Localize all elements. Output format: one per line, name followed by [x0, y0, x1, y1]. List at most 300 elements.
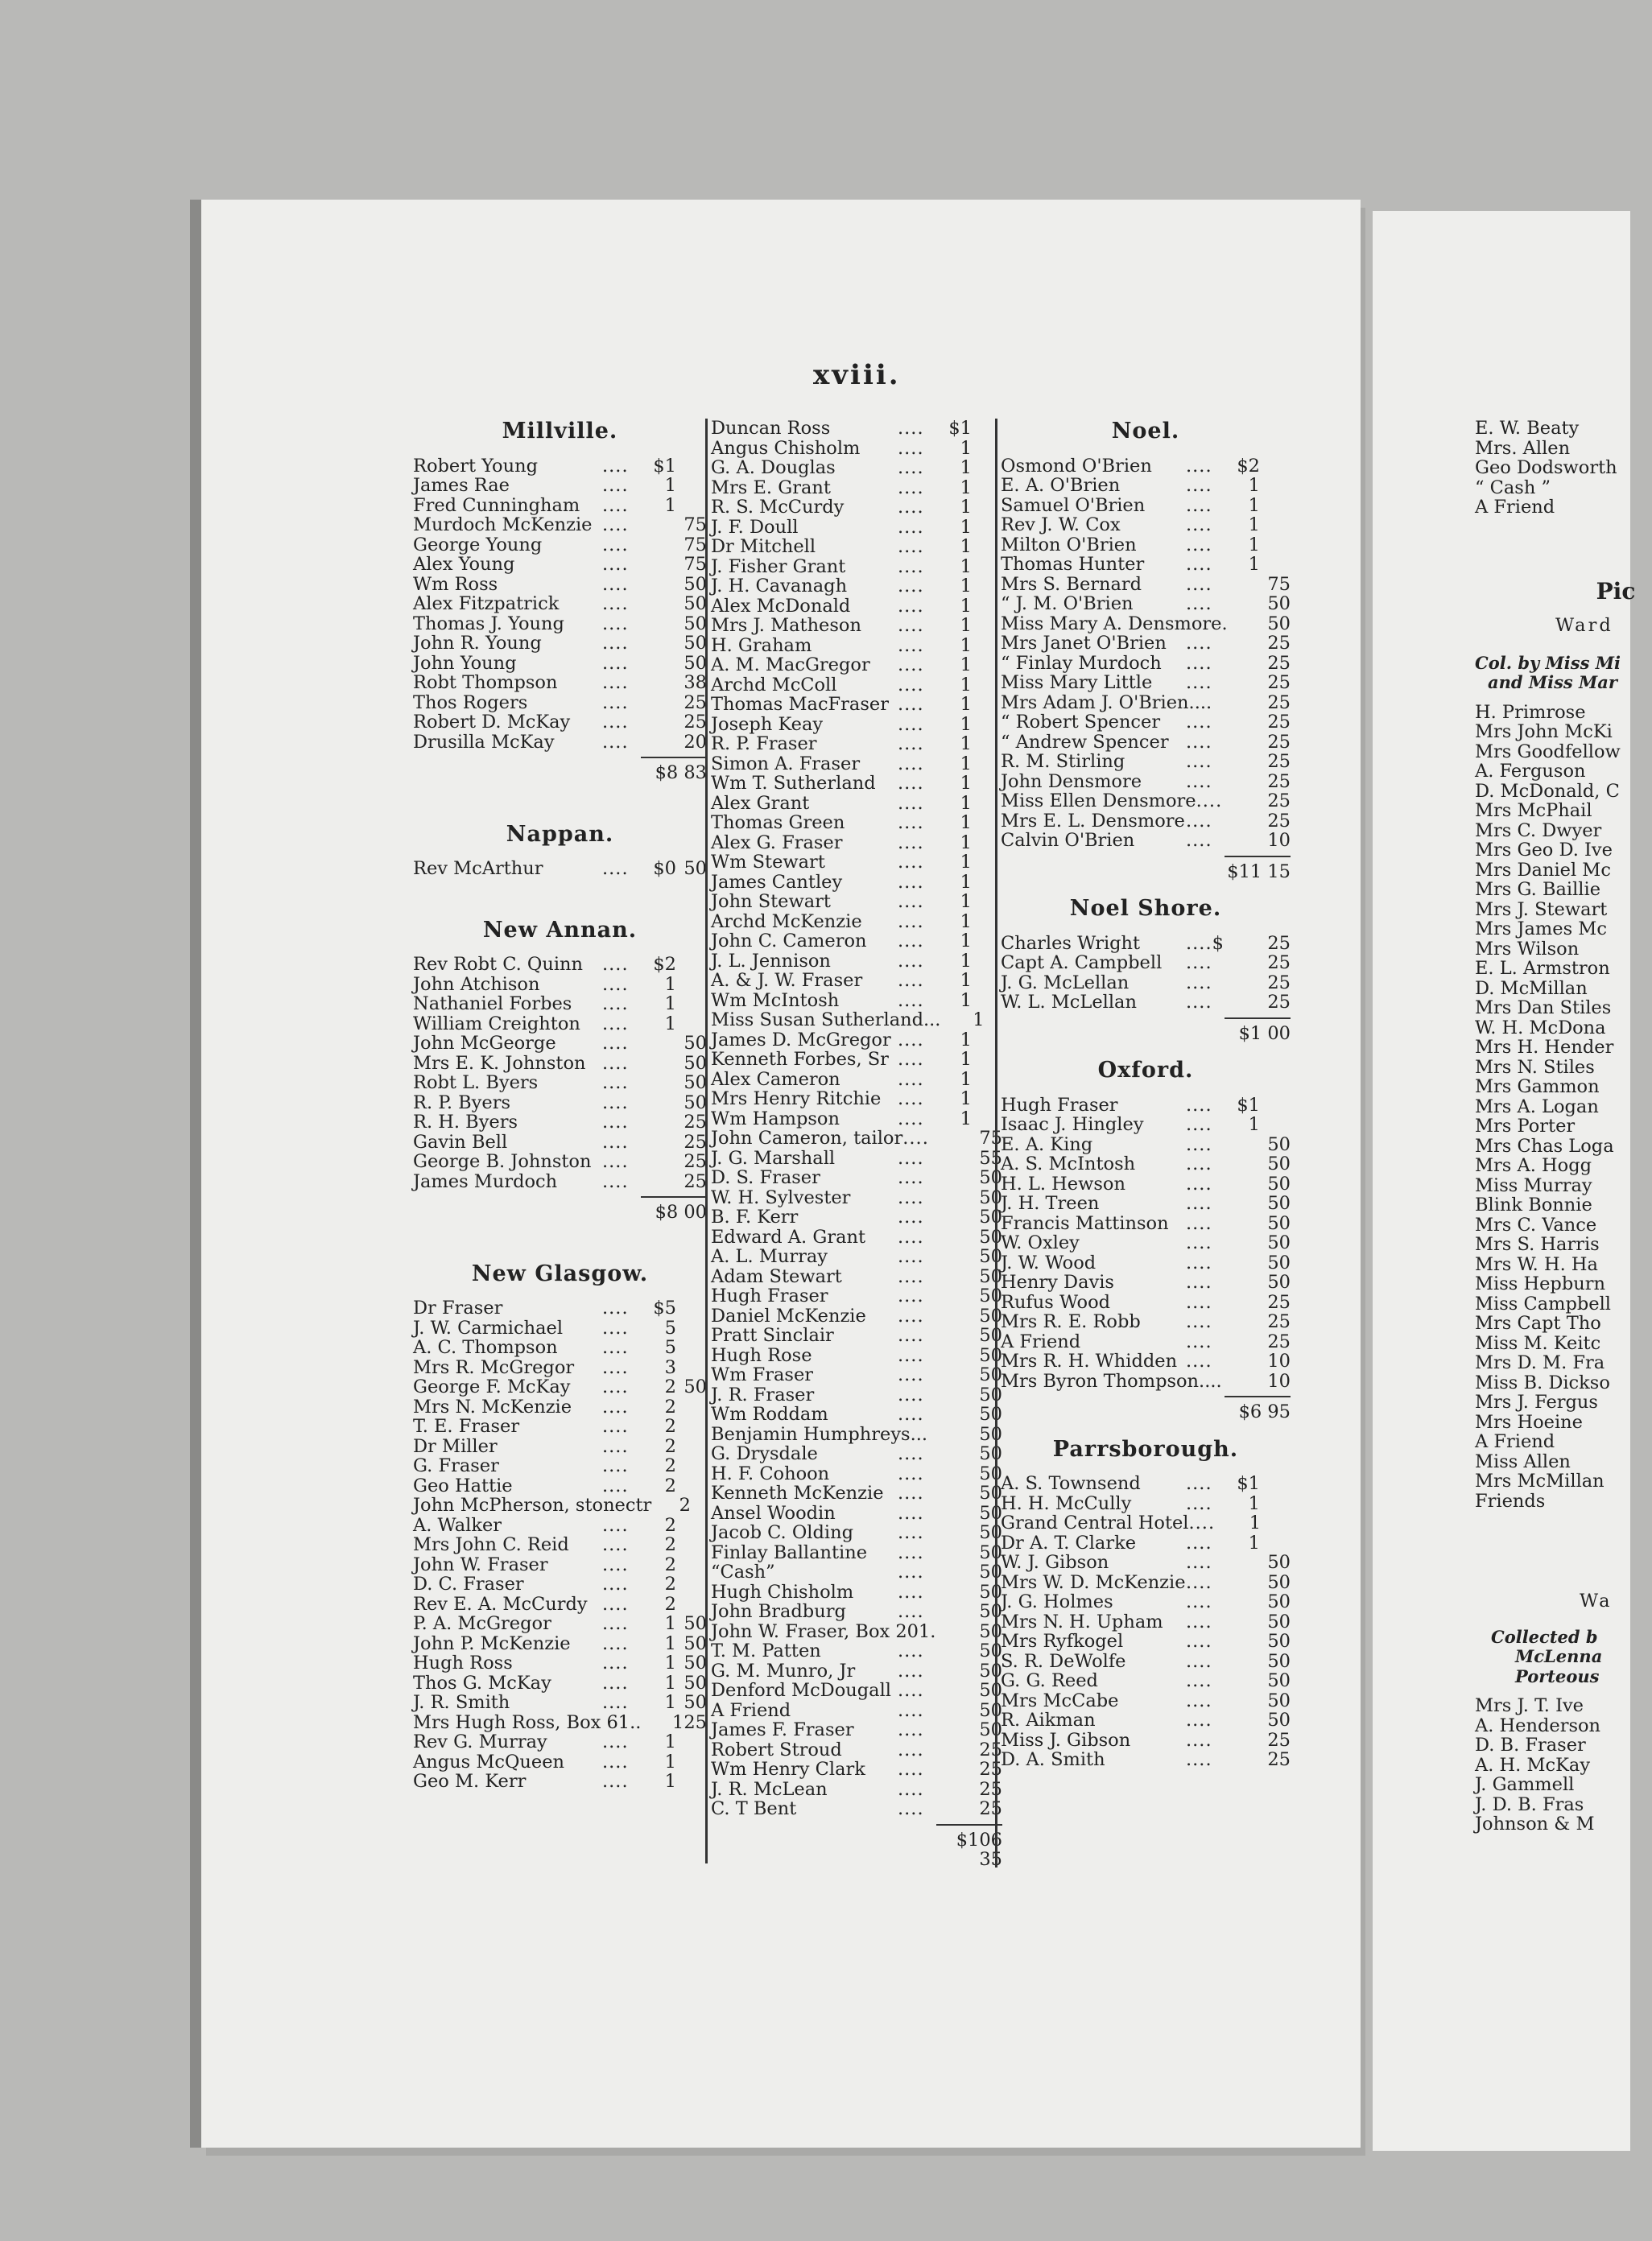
dollars: 1	[960, 694, 972, 715]
dollars: 1	[960, 634, 972, 656]
donor-name: James Murdoch	[413, 1170, 558, 1192]
nappan-list	[413, 859, 707, 879]
dollars	[1233, 1233, 1260, 1253]
list-item	[413, 654, 707, 674]
list-item	[1001, 1312, 1291, 1332]
list-item	[711, 1346, 1002, 1366]
dollars	[649, 1073, 676, 1093]
donor-name: Hugh Rose	[711, 1344, 812, 1366]
list-item	[711, 931, 1002, 951]
list-item	[1001, 1533, 1291, 1554]
leader-dots	[940, 1010, 968, 1030]
leader-dots: ....	[602, 993, 629, 1014]
leader-dots: ....	[1186, 1351, 1212, 1372]
cents	[676, 1319, 707, 1339]
list-item	[413, 1298, 707, 1319]
list-item: Mrs C. Dwyer	[1475, 819, 1602, 841]
dollars	[1233, 1135, 1260, 1155]
cents: 50	[979, 1364, 1002, 1385]
cents: 50	[1267, 1154, 1291, 1174]
donor-name: Mrs N. H. Upham	[1001, 1611, 1163, 1632]
column-1	[413, 419, 707, 1792]
cents: 50	[979, 1620, 1002, 1642]
dollars	[944, 1602, 972, 1622]
list-item: Mrs C. Vance	[1475, 1214, 1597, 1236]
leader-dots: ....	[898, 1778, 924, 1800]
donor-name: “ Andrew Spencer	[1001, 731, 1169, 753]
dollars: 1	[960, 832, 972, 853]
leader-dots: ....	[1186, 1252, 1212, 1273]
list-item	[1001, 575, 1291, 595]
list-item	[1001, 1174, 1291, 1195]
donor-name: Rev J. W. Cox	[1001, 514, 1121, 535]
leader-dots: ....	[602, 1298, 629, 1319]
list-item	[711, 1504, 1002, 1524]
dollars	[1233, 1214, 1260, 1234]
cents	[676, 456, 707, 477]
next-top-list	[1475, 419, 1652, 518]
list-item	[711, 1425, 1002, 1445]
cents: 50	[684, 1033, 707, 1054]
cents	[676, 476, 707, 496]
list-item: Mrs J. Fergus	[1475, 1392, 1598, 1413]
leader-dots: ....	[602, 1131, 629, 1153]
list-item: Mrs Geo D. Ive	[1475, 840, 1613, 860]
dollars: 1	[960, 713, 972, 735]
leader-dots: ....	[602, 475, 629, 496]
dollars	[1233, 1731, 1260, 1751]
dollars: 1	[664, 1771, 676, 1792]
list-item	[711, 1602, 1002, 1622]
donor-name: George Young	[413, 534, 543, 555]
leader-dots: ....	[602, 954, 629, 975]
leader-dots: ....	[602, 1317, 629, 1339]
cents: 50	[1267, 1690, 1291, 1711]
dollars	[963, 1622, 979, 1642]
cents: 25	[1267, 770, 1291, 792]
donor-name: Angus Chisholm	[711, 437, 861, 459]
dollars	[944, 1464, 972, 1484]
dollars: 1	[664, 1613, 676, 1634]
dollars	[649, 712, 676, 733]
dollars	[1233, 1592, 1260, 1612]
dollars: 2	[664, 1475, 676, 1496]
donor-name: A. S. McIntosh	[1001, 1154, 1136, 1174]
dollars: 1	[960, 555, 972, 577]
leader-dots: ....	[1186, 514, 1212, 535]
cents: 50	[979, 1226, 1002, 1248]
donor-name: R. M. Stirling	[1001, 751, 1125, 772]
donor-name: John Bradburg	[711, 1601, 846, 1622]
list-item	[1001, 1553, 1291, 1573]
list-item: H. Primrose	[1475, 701, 1586, 723]
section-total: $11 15	[1001, 856, 1291, 882]
dollars: 1	[664, 1692, 676, 1713]
donor-name: A. S. Townsend	[1001, 1473, 1141, 1494]
donor-name: John Densmore	[1001, 770, 1142, 792]
dollars: 5	[664, 1317, 676, 1339]
cents	[1260, 1494, 1291, 1514]
dollars: 1	[960, 773, 972, 794]
donor-name: Robt Thompson	[413, 672, 558, 693]
list-item	[1001, 811, 1291, 832]
donor-name: Angus McQueen	[413, 1751, 565, 1773]
leader-dots: ....	[898, 1502, 924, 1524]
list-item	[711, 1780, 1002, 1800]
donor-name: John McPherson, stonectr	[413, 1495, 652, 1516]
dollars	[1233, 953, 1260, 973]
dollars	[649, 1093, 676, 1113]
noel-shore-list	[1001, 934, 1291, 1013]
list-item	[1001, 1750, 1291, 1770]
list-item	[413, 1417, 707, 1437]
donor-name: J. G. Marshall	[711, 1147, 836, 1169]
cents: 50	[684, 1653, 707, 1674]
leader-dots: ....	[898, 950, 924, 972]
list-item	[413, 1535, 707, 1555]
donor-name: J. W. Carmichael	[413, 1317, 564, 1339]
dollars	[1233, 1332, 1260, 1352]
dollars	[649, 693, 676, 713]
list-item	[711, 1622, 1002, 1642]
leader-dots: ....	[602, 1534, 629, 1555]
list-item	[413, 1496, 707, 1516]
leader-dots: ....	[898, 555, 924, 577]
leader-dots: ....	[602, 1435, 629, 1457]
dollars	[649, 614, 676, 634]
leader-dots: ....	[898, 1660, 924, 1682]
cents: 50	[684, 1072, 707, 1093]
dollars	[944, 1562, 972, 1583]
list-item	[1001, 1214, 1291, 1234]
list-item: J. D. B. Fras	[1475, 1793, 1584, 1815]
list-item	[711, 1168, 1002, 1188]
list-item	[711, 695, 1002, 715]
cents	[676, 496, 707, 516]
donor-name: A. Walker	[413, 1514, 502, 1536]
donor-name: Rev E. A. McCurdy	[413, 1593, 588, 1615]
donor-name: J. L. Jennison	[711, 950, 831, 972]
list-item	[1001, 634, 1291, 654]
leader-dots: ....	[602, 1672, 629, 1694]
dollars	[1233, 1253, 1260, 1273]
list-item: Miss Allen	[1475, 1451, 1571, 1472]
leader-dots: ....	[898, 871, 924, 893]
cents: 25	[979, 1739, 1002, 1760]
list-item	[413, 1358, 707, 1378]
donor-name: Wm T. Sutherland	[711, 773, 876, 794]
leader-dots: ....	[1186, 1154, 1212, 1174]
list-item	[413, 1073, 707, 1093]
dollars	[944, 1346, 972, 1366]
next-ward-2: Wa	[1580, 1591, 1613, 1612]
leader-dots: ....	[898, 576, 924, 596]
list-item	[413, 1397, 707, 1418]
cents: 25	[1267, 1749, 1291, 1770]
leader-dots: ....	[898, 1108, 924, 1129]
list-item	[413, 634, 707, 654]
cents	[1260, 456, 1291, 477]
dollars	[1233, 1750, 1260, 1770]
leader-dots: ....	[1186, 1193, 1212, 1214]
leader-dots: ....	[1186, 1311, 1212, 1332]
leader-dots: ....	[898, 1404, 924, 1425]
list-item: Friends	[1475, 1490, 1546, 1512]
list-item	[413, 1752, 707, 1773]
donor-name: Rev Robt C. Quinn	[413, 954, 584, 975]
list-item	[711, 1247, 1002, 1267]
leader-dots: ....	[602, 593, 629, 614]
list-item	[711, 1365, 1002, 1385]
leader-dots: ....	[602, 573, 629, 595]
leader-dots: ....	[898, 1265, 924, 1287]
leader-dots: ....	[898, 1049, 924, 1070]
dollars	[1233, 594, 1260, 614]
cents: 25	[1267, 712, 1291, 733]
cents	[676, 1516, 707, 1536]
dollars	[944, 1188, 972, 1208]
leader-dots: ....	[1186, 1552, 1212, 1573]
list-item	[711, 478, 1002, 498]
donor-name: Mrs Adam J. O'Brien....	[1001, 691, 1212, 713]
dollars: $5	[653, 1298, 676, 1319]
cents	[676, 1535, 707, 1555]
leader-dots: ....	[602, 1514, 629, 1536]
dollars	[1233, 1293, 1260, 1313]
leader-dots: ....	[1186, 1473, 1212, 1494]
leader-dots: ....	[898, 891, 924, 912]
list-item	[711, 1109, 1002, 1129]
list-item	[711, 1050, 1002, 1070]
list-item: W. H. McDona	[1475, 1017, 1606, 1038]
donor-name: J. G. Holmes	[1001, 1591, 1113, 1612]
cents: 25	[684, 1170, 707, 1192]
donor-name: Osmond O'Brien	[1001, 455, 1152, 477]
leader-dots: ....	[1186, 1232, 1212, 1253]
donor-name: Isaac J. Hingley	[1001, 1114, 1144, 1135]
cents: 25	[1267, 731, 1291, 753]
cents	[1260, 476, 1291, 496]
cents: 50	[979, 1483, 1002, 1504]
list-item	[711, 616, 1002, 636]
donor-name: James D. McGregor	[711, 1029, 891, 1050]
donor-name: Kenneth Forbes, Sr	[711, 1049, 889, 1070]
cents: 25	[684, 712, 707, 733]
cents: 50	[979, 1522, 1002, 1543]
list-item	[711, 1149, 1002, 1169]
list-item	[711, 596, 1002, 617]
leader-dots: ....	[1186, 952, 1212, 973]
list-item	[1001, 673, 1291, 693]
dollars	[1233, 811, 1260, 832]
dollars	[944, 1504, 972, 1524]
list-item	[711, 1760, 1002, 1780]
cents	[676, 1437, 707, 1457]
leader-dots: ....	[898, 733, 924, 754]
dollars	[1233, 831, 1260, 851]
cents	[676, 1298, 707, 1319]
leader-dots: ....	[1186, 1690, 1212, 1711]
donor-name: Mrs W. D. McKenzie	[1001, 1571, 1186, 1593]
leader-dots: ....	[602, 633, 629, 654]
leader-dots: ....	[602, 1151, 629, 1172]
dollars	[1247, 693, 1268, 713]
list-item	[1001, 476, 1291, 496]
donor-name: Charles Wright	[1001, 932, 1141, 954]
list-item: Mrs J. Stewart	[1475, 898, 1608, 920]
cents: 10	[1267, 830, 1291, 851]
cents: 50	[684, 633, 707, 654]
dollars	[649, 654, 676, 674]
dollars	[944, 1207, 972, 1228]
cents: 50	[1267, 1133, 1291, 1155]
leader-dots: ....	[898, 1759, 924, 1780]
donor-name: John McGeorge	[413, 1033, 556, 1054]
cents: 50	[979, 1719, 1002, 1740]
donor-name: Archd McColl	[711, 674, 837, 695]
list-item	[1001, 1474, 1291, 1494]
list-item	[1001, 1154, 1291, 1174]
list-item	[413, 1614, 707, 1634]
donor-name: A. C. Thompson	[413, 1337, 558, 1358]
donor-name: A Friend	[711, 1699, 791, 1721]
leader-dots: ....	[1186, 1212, 1212, 1234]
list-item	[413, 1152, 707, 1172]
next-collected-1: Col. by Miss Mi	[1475, 652, 1621, 673]
list-item: E. L. Armstron	[1475, 958, 1610, 979]
donor-name: Rev McArthur	[413, 858, 543, 879]
list-item	[1001, 555, 1291, 575]
donor-name: Mrs Hugh Ross, Box 61..	[413, 1711, 642, 1733]
leader-dots: ....	[602, 1033, 629, 1054]
leader-dots: ....	[1186, 972, 1212, 993]
dollars: 1	[960, 733, 972, 754]
dollars: 1	[960, 1029, 972, 1050]
list-item: D. B. Fraser	[1475, 1735, 1586, 1756]
dollars	[1233, 712, 1260, 733]
list-item	[711, 833, 1002, 853]
cents: 50	[979, 1384, 1002, 1405]
cents: 50	[1267, 1173, 1291, 1195]
donor-name: R. Aikman	[1001, 1710, 1096, 1731]
cents: 50	[684, 1632, 707, 1654]
donor-name: Mrs S. Bernard	[1001, 573, 1142, 595]
list-item: Blink Bonnie	[1475, 1195, 1592, 1215]
list-item	[711, 873, 1002, 893]
dollars: 1	[1248, 494, 1260, 516]
dollars	[1233, 733, 1260, 753]
dollars	[1233, 1671, 1260, 1691]
donor-name: John Stewart	[711, 891, 831, 912]
leader-dots: ....	[1186, 1492, 1212, 1514]
list-item	[711, 458, 1002, 478]
cents	[676, 994, 707, 1014]
list-item	[413, 1574, 707, 1595]
dollars	[649, 515, 676, 535]
donor-name: J. R. Fraser	[711, 1384, 815, 1405]
donor-name: J. F. Doull	[711, 516, 799, 538]
donor-name: Wm Roddam	[711, 1404, 828, 1425]
dollars	[1233, 1652, 1260, 1672]
donor-name: E. A. King	[1001, 1133, 1093, 1155]
list-item: “ Cash ”	[1475, 477, 1551, 498]
donor-name: W. L. McLellan	[1001, 992, 1137, 1013]
cents: 50	[1267, 1631, 1291, 1652]
leader-dots: ....	[602, 858, 629, 879]
donor-name: Mrs John C. Reid	[413, 1534, 569, 1555]
dollars: 2	[679, 1495, 691, 1516]
dollars: 1	[960, 989, 972, 1011]
leader-dots: ....	[1186, 1591, 1212, 1612]
leader-dots: ....	[1186, 1094, 1212, 1116]
dollars	[944, 1740, 972, 1760]
cents: 50	[979, 1680, 1002, 1701]
dollars: 1	[960, 615, 972, 636]
dollars: $2	[653, 954, 676, 975]
list-item: Mrs Capt Tho	[1475, 1313, 1601, 1334]
list-item	[711, 971, 1002, 991]
donor-name: Geo Hattie	[413, 1475, 513, 1496]
donor-name: Dr Miller	[413, 1435, 498, 1457]
list-item	[413, 1732, 707, 1752]
list-item	[711, 1641, 1002, 1661]
cents: 25	[684, 691, 707, 713]
dollars: 5	[664, 1337, 676, 1358]
cents: 75	[684, 554, 707, 575]
donor-name: Mrs J. Matheson	[711, 615, 861, 636]
leader-dots: ....	[602, 1751, 629, 1773]
leader-dots: ....	[898, 418, 924, 439]
next-collected-5: Porteous	[1515, 1665, 1600, 1686]
donor-name: J. H. Treen	[1001, 1193, 1100, 1214]
leader-dots: ....	[898, 753, 924, 774]
donor-name: Daniel McKenzie	[711, 1305, 866, 1327]
donor-name: Grand Central Hotel	[1001, 1513, 1189, 1533]
dollars: 1	[960, 753, 972, 774]
cents	[676, 1456, 707, 1476]
list-item	[413, 575, 707, 595]
donor-name: Mrs Byron Thompson....	[1001, 1370, 1222, 1392]
list-item: Johnson & M	[1475, 1814, 1595, 1834]
list-item	[711, 852, 1002, 873]
donor-name: G. Drysdale	[711, 1443, 818, 1464]
dollars	[944, 1543, 972, 1563]
list-item: E. W. Beaty	[1475, 418, 1580, 439]
list-item	[1001, 693, 1291, 713]
list-item: Mrs A. Hogg	[1475, 1155, 1592, 1176]
donor-name: “ Robert Spencer	[1001, 712, 1161, 733]
cents: 50	[979, 1207, 1002, 1228]
leader-dots: ....	[898, 615, 924, 636]
dollars: 2	[664, 1455, 676, 1476]
donor-name: Wm Ross	[413, 573, 498, 595]
next-collected-3: Collected b	[1491, 1626, 1598, 1647]
list-item: J. Gammell	[1475, 1774, 1575, 1795]
list-item: Mrs G. Baillie	[1475, 879, 1601, 900]
list-item	[711, 1286, 1002, 1306]
dollars	[649, 1152, 676, 1172]
list-item	[413, 1338, 707, 1358]
leader-dots: ....	[898, 1581, 924, 1603]
dollars: 1	[960, 1108, 972, 1129]
section-total: $8 83	[413, 757, 707, 783]
donor-name: Murdoch McKenzie	[413, 514, 593, 535]
leader-dots: ....	[1186, 672, 1212, 693]
leader-dots: ....	[898, 1443, 924, 1464]
dollars: 1	[664, 1632, 676, 1654]
cents: 25	[1267, 992, 1291, 1013]
dollars	[649, 673, 676, 693]
